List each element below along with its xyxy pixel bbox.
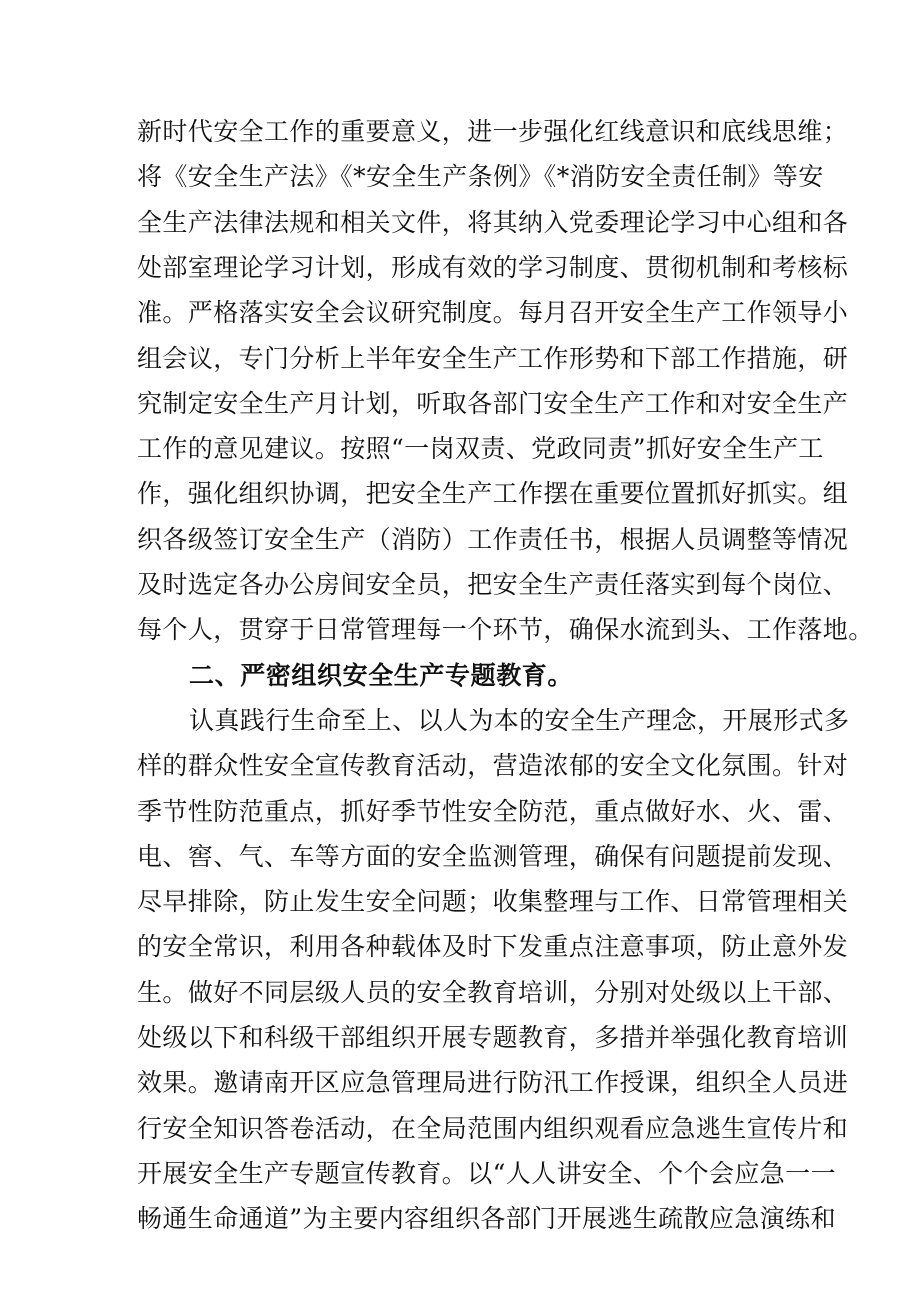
paragraph-line: 新时代安全工作的重要意义，进一步强化红线意识和底线思维； (137, 117, 849, 146)
paragraph-line: 作，强化组织协调，把安全生产工作摆在重要位置抓好抓实。组 (137, 479, 849, 508)
paragraph-line: 行安全知识答卷活动，在全局范围内组织观看应急逃生宣传片和 (137, 1114, 849, 1143)
paragraph-line: 样的群众性安全宣传教育活动，营造浓郁的安全文化氛围。针对 (137, 751, 849, 780)
paragraph-line: 畅通生命通道”为主要内容组织各部门开展逃生疏散应急演练和 (137, 1204, 836, 1233)
paragraph-line: 的安全常识，利用各种载体及时下发重点注意事项，防止意外发 (137, 932, 849, 961)
paragraph-line: 电、窖、气、车等方面的安全监测管理，确保有问题提前发现、 (137, 842, 849, 871)
paragraph-line: 效果。邀请南开区应急管理局进行防汛工作授课，组织全人员进 (137, 1068, 849, 1097)
paragraph-line: 将《安全生产法》《*安全生产条例》《*消防安全责任制》等安 (137, 162, 824, 191)
section-heading: 二、严密组织安全生产专题教育。 (189, 661, 574, 690)
paragraph-line: 准。严格落实安全会议研究制度。每月召开安全生产工作领导小 (137, 298, 849, 327)
paragraph-line: 季节性防范重点，抓好季节性安全防范，重点做好水、火、雷、 (137, 797, 849, 826)
paragraph-line: 工作的意见建议。按照“一岗双责、党政同责”抓好安全生产工 (137, 434, 824, 463)
paragraph-line: 开展安全生产专题宣传教育。以“人人讲安全、个个会应急一一 (137, 1159, 836, 1188)
paragraph-line: 及时选定各办公房间安全员，把安全生产责任落实到每个岗位、 (137, 570, 849, 599)
paragraph-line: 织各级签订安全生产（消防）工作责任书，根据人员调整等情况 (137, 525, 849, 554)
paragraph-line: 处部室理论学习计划，形成有效的学习制度、贯彻机制和考核标 (137, 253, 849, 282)
paragraph-line: 究制定安全生产月计划，听取各部门安全生产工作和对安全生产 (137, 389, 849, 418)
paragraph-line: 尽早排除，防止发生安全问题；收集整理与工作、日常管理相关 (137, 887, 849, 916)
paragraph-line: 全生产法律法规和相关文件，将其纳入党委理论学习中心组和各 (137, 208, 849, 237)
paragraph-line: 每个人，贯穿于日常管理每一个环节，确保水流到头、工作落地。 (137, 615, 874, 644)
paragraph-line: 生。做好不同层级人员的安全教育培训，分别对处级以上干部、 (137, 978, 849, 1007)
paragraph-line: 组会议，专门分析上半年安全生产工作形势和下部工作措施，研 (137, 344, 849, 373)
paragraph-line: 处级以下和科级干部组织开展专题教育，多措并举强化教育培训 (137, 1023, 849, 1052)
paragraph-line: 认真践行生命至上、以人为本的安全生产理念，开展形式多 (189, 706, 850, 735)
